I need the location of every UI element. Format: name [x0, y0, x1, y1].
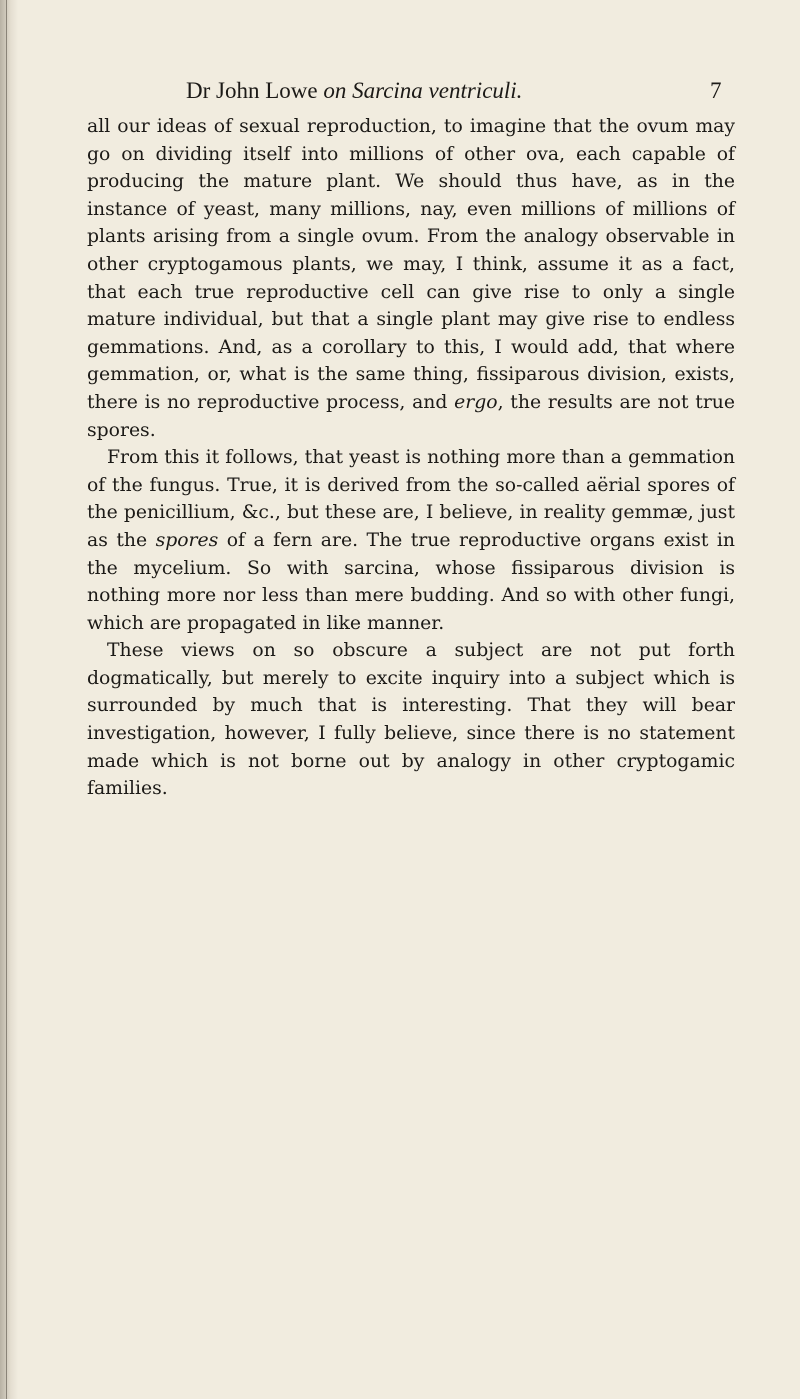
text-segment: These views on so obscure a subject are not put forth dogmatically, but merely to excite inquiry into a subject which is surrounded by much that is interesting. That they will bear investigation, however, I fully believe, since there is no statement made which is not borne out by analogy in other cryptogamic families.: [87, 640, 735, 800]
header-connector: on: [323, 78, 347, 103]
page-edge-line: [6, 0, 7, 1399]
paragraph-2: [87, 444, 735, 637]
page-number: 7: [710, 78, 722, 103]
text-segment: all our ideas of sexual reproduction, to imagine that the ovum may go on dividing itself into millions of other ova, each capable of producing the mature plant. We should thus have, as in the instance of yeast, many millions, nay, even millions of millions of plants arising from a single ovum. From the analogy observable in other cryptogamous plants, we may, I think, assume it as a fact, that each true reproductive cell can give rise to only a single mature individual, but that a single plant may give rise to endless gemmations. And, as a corollary to this, I would add, that where gemmation, or, what is the same thing, fissiparous division, exists, there is no reproductive process, and: [87, 116, 735, 413]
paragraph-3: [87, 637, 735, 803]
header-author: Dr John Lowe: [186, 78, 324, 103]
paragraph-1: [87, 113, 735, 444]
italic-term-ergo: ergo: [454, 391, 498, 413]
header-subject: Sarcina ventriculi.: [346, 78, 523, 103]
body-text: [87, 113, 735, 803]
page-gutter-shadow: [0, 0, 18, 1399]
text-segment: , the results are not true spores.: [87, 391, 736, 441]
text-segment: of a fern are. The true reproductive organs exist in the mycelium. So with sarcina, whose fissiparous division is nothing more nor less than mere budding. And so with other fungi, which are propagated in like manner.: [87, 529, 735, 634]
text-segment: From this it follows, that yeast is nothing more than a gemmation of the fungus. True, it is derived from the so-called aërial spores of the penicillium, &c., but these are, I believe, in reality gemmæ, just as the: [87, 447, 735, 551]
running-head-title: [186, 76, 522, 106]
running-header: [186, 76, 746, 106]
italic-term-spores: spores: [155, 529, 219, 551]
